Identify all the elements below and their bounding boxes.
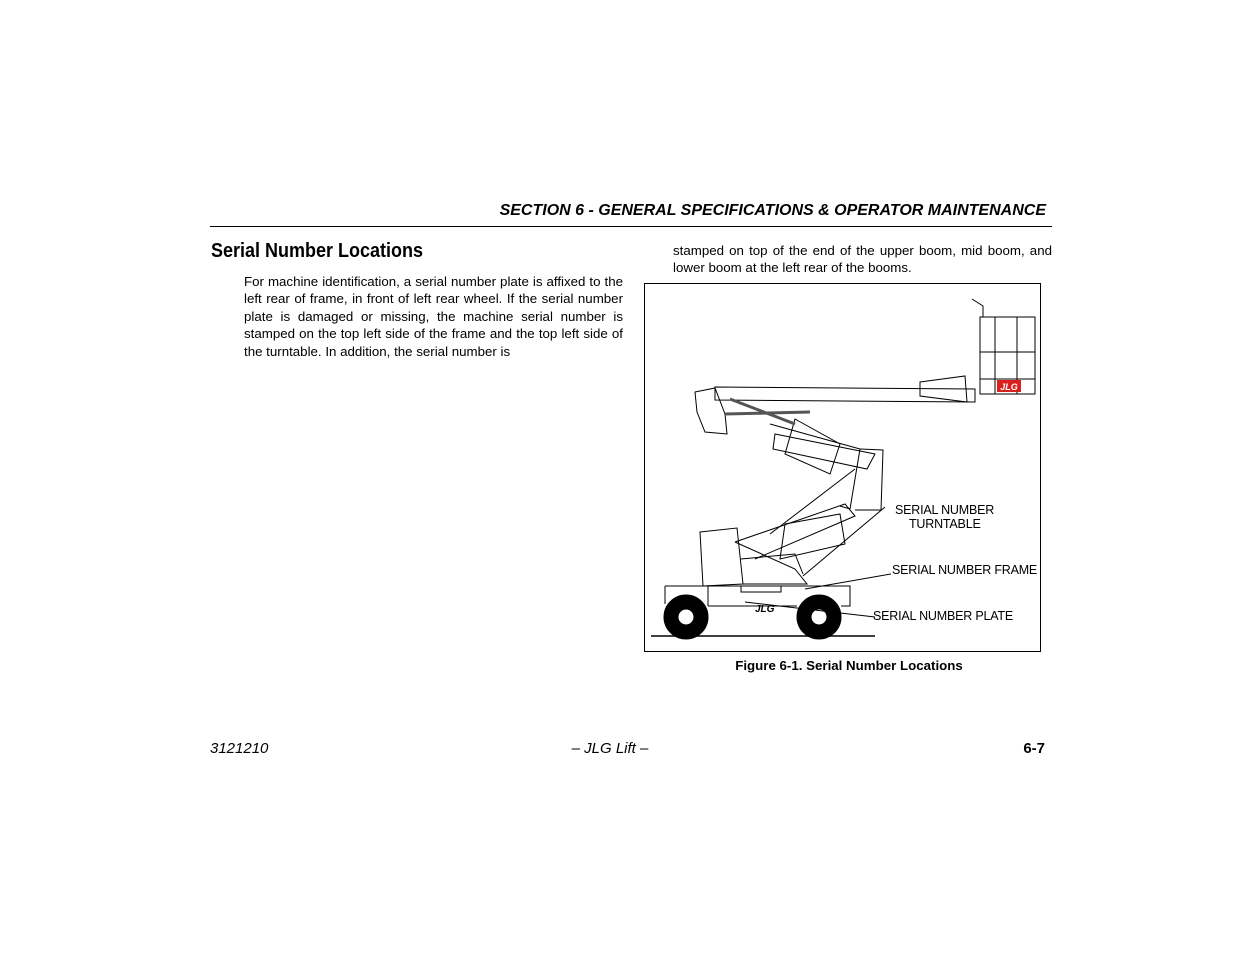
footer-page-number: 6-7	[1023, 740, 1045, 757]
callout-serial-number-turntable	[895, 503, 994, 531]
footer-center-text: – JLG Lift –	[571, 740, 649, 757]
jlg-logo-platform	[997, 380, 1021, 392]
callout-serial-number-plate: SERIAL NUMBER PLATE	[873, 609, 1013, 623]
header-rule	[210, 226, 1052, 227]
page-title: Serial Number Locations	[211, 240, 424, 262]
jlg-logo-chassis	[755, 604, 775, 615]
callout-turntable-line1: SERIAL NUMBER	[895, 503, 995, 517]
figure-caption: Figure 6-1. Serial Number Locations	[735, 658, 963, 673]
svg-text:JLG: JLG	[1000, 382, 1018, 392]
footer-doc-number: 3121210	[210, 740, 269, 757]
svg-text:JLG: JLG	[755, 604, 775, 615]
figure-serial-number-locations	[644, 283, 1041, 652]
aerial-lift-illustration	[645, 284, 1042, 653]
body-paragraph-right: stamped on top of the end of the upper boom, mid boom, and lower boom at the left rear of the booms.	[673, 243, 1052, 276]
callout-serial-number-frame: SERIAL NUMBER FRAME	[892, 563, 1038, 577]
callout-turntable-line2: TURNTABLE	[909, 517, 981, 531]
body-paragraph-left: For machine identification, a serial number plate is affixed to the left rear of frame, in front of left rear wheel. If the serial number plate is damaged or missing, the machine serial number is stamped on the top left side of the frame and the top left side of the turntable. In addition, the serial number is	[244, 274, 623, 359]
section-header: SECTION 6 - GENERAL SPECIFICATIONS & OPERATOR MAINTENANCE	[499, 202, 1046, 219]
